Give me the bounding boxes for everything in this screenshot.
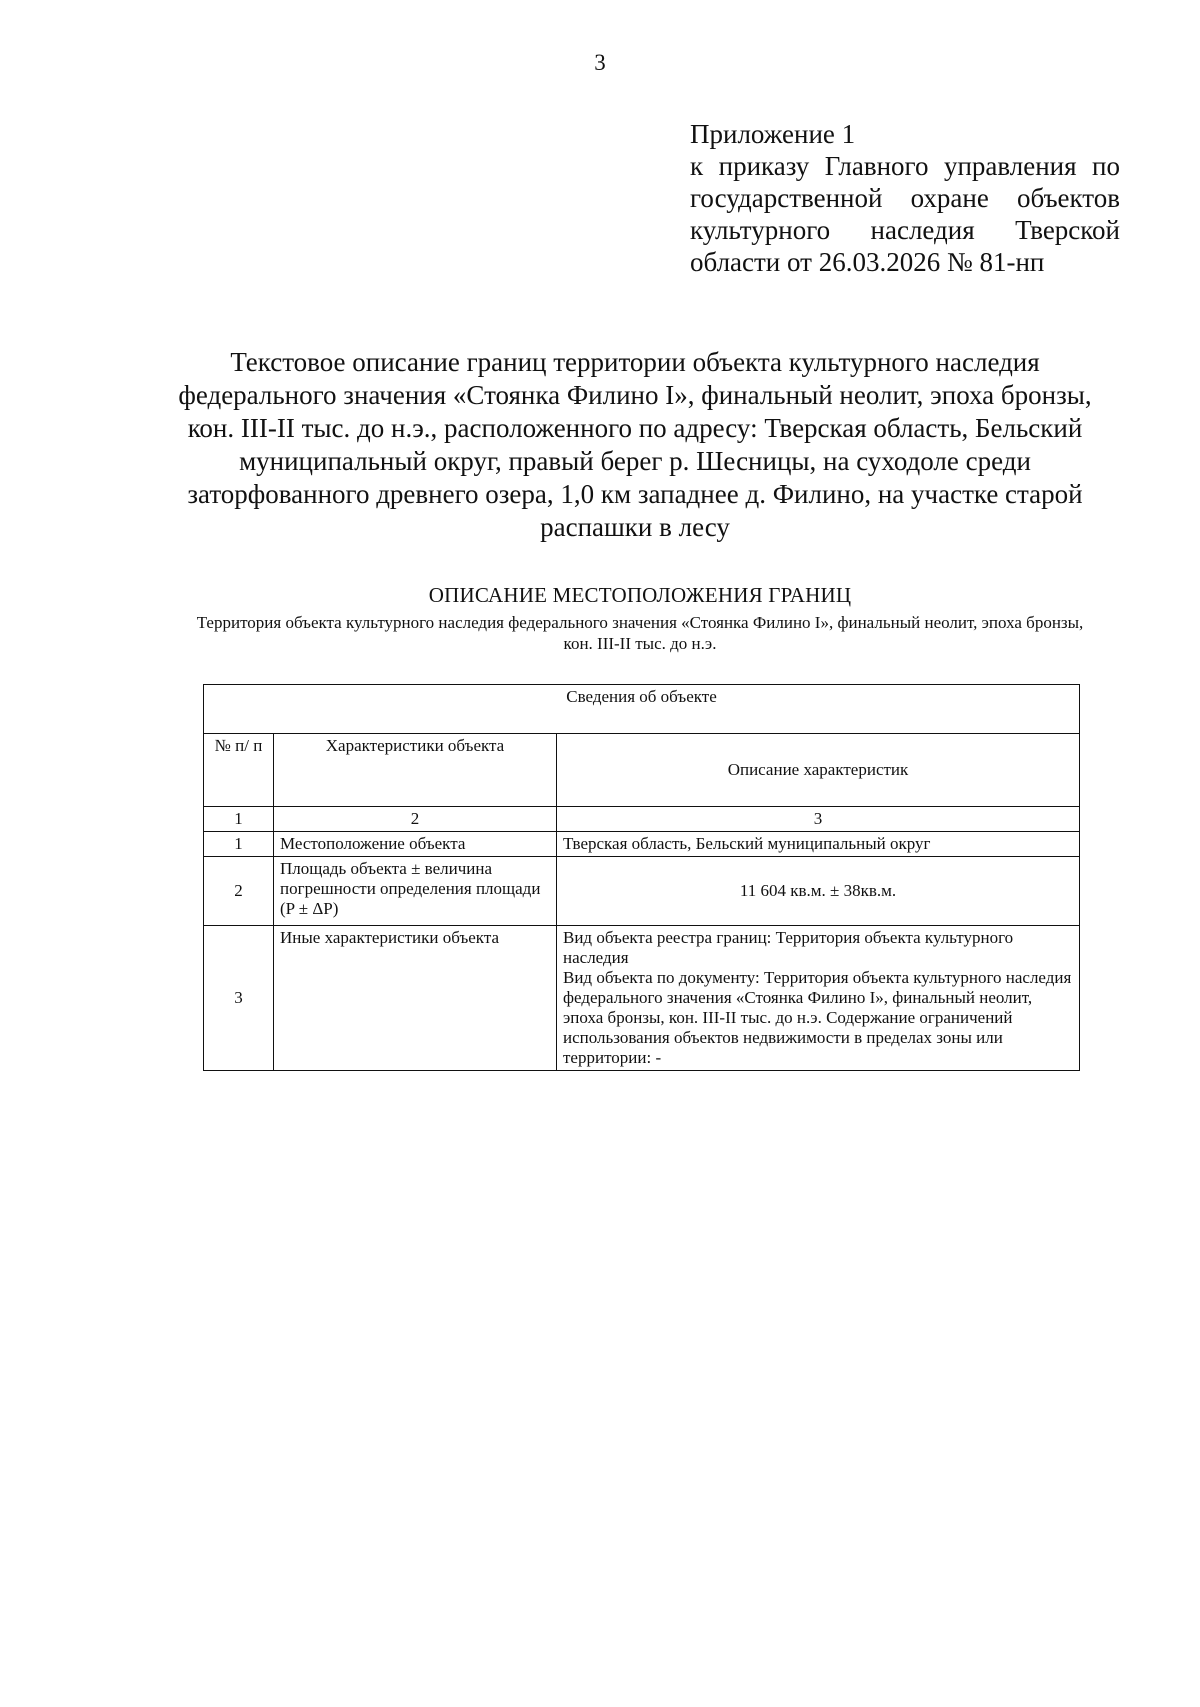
table-caption-row <box>204 685 1080 734</box>
row-description-part: Вид объекта по документу: Территория объекта культурного наследия федерального значения «Стоянка Филино I», финальный неолит, эпоха бронзы, кон. III-II тыс. до н.э. Содержание ограничений использования объектов недвижимости в пределах зоны или территории: - <box>563 968 1072 1067</box>
header-num: № п/ п <box>204 734 274 807</box>
page-number: 3 <box>594 50 606 75</box>
table-caption: Сведения об объекте <box>204 685 1080 734</box>
row-description-part: Вид объекта реестра границ: Территория объекта культурного наследия <box>563 928 1014 967</box>
table-header-row <box>204 734 1080 807</box>
row-num: 1 <box>204 832 274 857</box>
table-row <box>204 857 1080 926</box>
appendix-title: Приложение 1 <box>690 119 856 149</box>
row-num: 2 <box>204 857 274 926</box>
header-description: Описание характеристик <box>557 734 1080 807</box>
header-characteristic: Характеристики объекта <box>274 734 557 807</box>
row-description <box>557 926 1080 1071</box>
section-heading: ОПИСАНИЕ МЕСТОПОЛОЖЕНИЯ ГРАНИЦ <box>428 583 852 607</box>
row-characteristic: Площадь объекта ± величина погрешности определения площади (P ± ΔP) <box>274 857 557 926</box>
object-info-table <box>203 684 1080 1071</box>
table-row <box>204 832 1080 857</box>
section-subheading: Территория объекта культурного наследия федерального значения «Стоянка Филино I», финальный неолит, эпоха бронзы, кон. III-II тыс. до н.э. <box>196 613 1084 653</box>
table-row <box>204 926 1080 1071</box>
document-title: Текстовое описание границ территории объекта культурного наследия федерального значения «Стоянка Филино I», финальный неолит, эпоха бронзы, кон. III-II тыс. до н.э., расположенного по адресу: Тверская область, Бельский муниципальный округ, правый берег р. Шесницы, на суходоле среди заторфованного древнего озера, 1,0 км западнее д. Филино, на участке старой распашки в лесу <box>178 347 1092 542</box>
row-description: 11 604 кв.м. ± 38кв.м. <box>557 857 1080 926</box>
table-column-numbers-row <box>204 807 1080 832</box>
column-number: 1 <box>204 807 274 832</box>
column-number: 2 <box>274 807 557 832</box>
column-number: 3 <box>557 807 1080 832</box>
row-description: Тверская область, Бельский муниципальный округ <box>557 832 1080 857</box>
row-num: 3 <box>204 926 274 1071</box>
row-characteristic: Местоположение объекта <box>274 832 557 857</box>
row-characteristic: Иные характеристики объекта <box>274 926 557 1071</box>
appendix-block <box>690 118 1120 278</box>
appendix-order-reference: к приказу Главного управления по государственной охране объектов культурного наследия Тверской области от 26.03.2026 № 81-нп <box>690 151 1120 277</box>
